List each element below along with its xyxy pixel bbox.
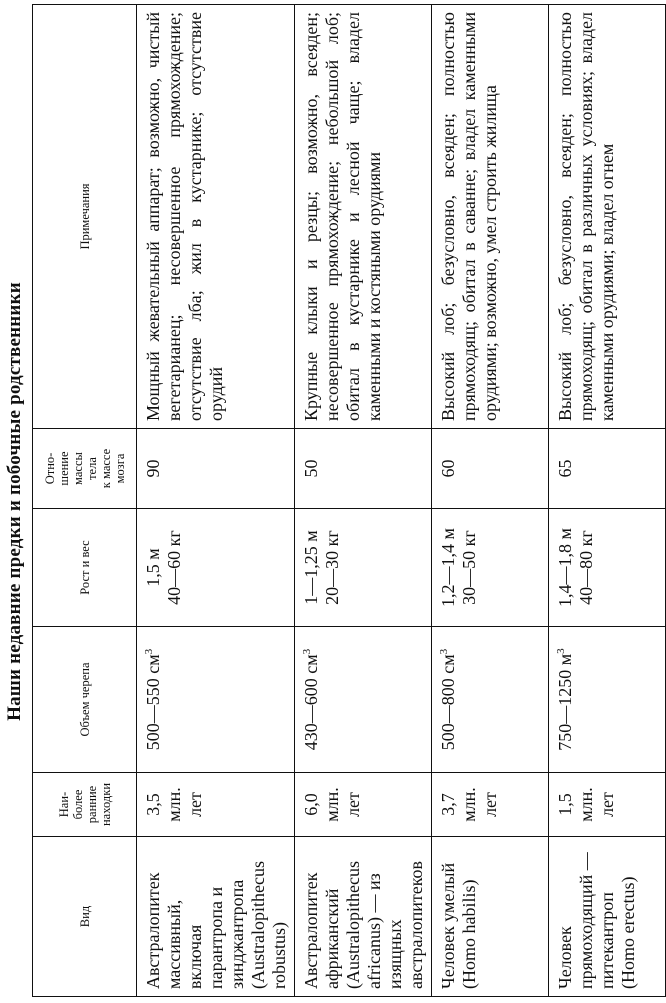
ratio-cell: 50 <box>295 429 432 509</box>
earliest-cell: 3,7 млн. лет <box>432 773 549 837</box>
skull-cell: 500—800 $см^3$ <box>432 627 549 773</box>
ratio-cell: 60 <box>432 429 549 509</box>
notes-cell: Высокий лоб; безусловно, всеяден; полностью прямоходящ; обитал в различных условиях; владел каменными орудиями; владел огнем <box>549 5 666 429</box>
height-weight-cell: 1,2—1,4 м 30—50 кг <box>432 509 549 627</box>
header-earliest-finds: Наи- более ранние находки <box>33 773 137 837</box>
table-header-row <box>33 5 137 997</box>
species-cell: Австралопитек африканский (Australopithecus africanus) — из изящных австралопитеков <box>295 837 432 997</box>
height-weight-cell: 1,5 м 40—60 кг <box>137 509 295 627</box>
header-skull-volume: Объем черепа <box>33 627 137 773</box>
earliest-cell: 3,5 млн. лет <box>137 773 295 837</box>
table-row <box>295 5 432 997</box>
skull-cell: 750—1250 $м^3$ <box>549 627 666 773</box>
height-weight-cell: 1—1,25 м 20—30 кг <box>295 509 432 627</box>
notes-cell: Высокий лоб; безусловно, всеяден; полностью прямоходящ; обитал в саванне; владел каменными орудиями; возможно, умел строить жилища <box>432 5 549 429</box>
table-row <box>549 5 666 997</box>
skull-cell: 500—550 $см^3$ <box>137 627 295 773</box>
species-cell: Человек умелый (Homo habilis) <box>432 837 549 997</box>
height-weight-cell: 1,4—1,8 м 40—80 кг <box>549 509 666 627</box>
skull-cell: 430—600 $см^3$ <box>295 627 432 773</box>
earliest-cell: 6,0 млн. лет <box>295 773 432 837</box>
species-cell: Человек прямоходящий — питекантроп (Homo erectus) <box>549 837 666 997</box>
species-cell: Австралопитек массивный, включая парантропа и зинджантропа (Australopithecus robustus) <box>137 837 295 997</box>
header-height-weight: Рост и вес <box>33 509 137 627</box>
header-mass-ratio: Отно- шение массы тела к массе мозга <box>33 429 137 509</box>
table-title: Наши недавние предки и побочные родственники <box>4 282 25 721</box>
header-species: Вид <box>33 837 137 997</box>
table-row <box>432 5 549 997</box>
notes-cell: Мощный жевательный аппарат; возможно, чистый вегетарианец; несовершенное прямохождение; отсутствие лба; жил в кустарнике; отсутствие орудий <box>137 5 295 429</box>
ratio-cell: 90 <box>137 429 295 509</box>
table-row <box>137 5 295 997</box>
notes-cell: Крупные клыки и резцы; возможно, всеяден; несовершенное прямохождение; небольшой лоб; обитал в кустарнике и лесной чаще; владел каменными и костяными орудиями <box>295 5 432 429</box>
species-table <box>32 4 666 997</box>
earliest-cell: 1,5 млн. лет <box>549 773 666 837</box>
header-notes: Примечания <box>33 5 137 429</box>
ratio-cell: 65 <box>549 429 666 509</box>
